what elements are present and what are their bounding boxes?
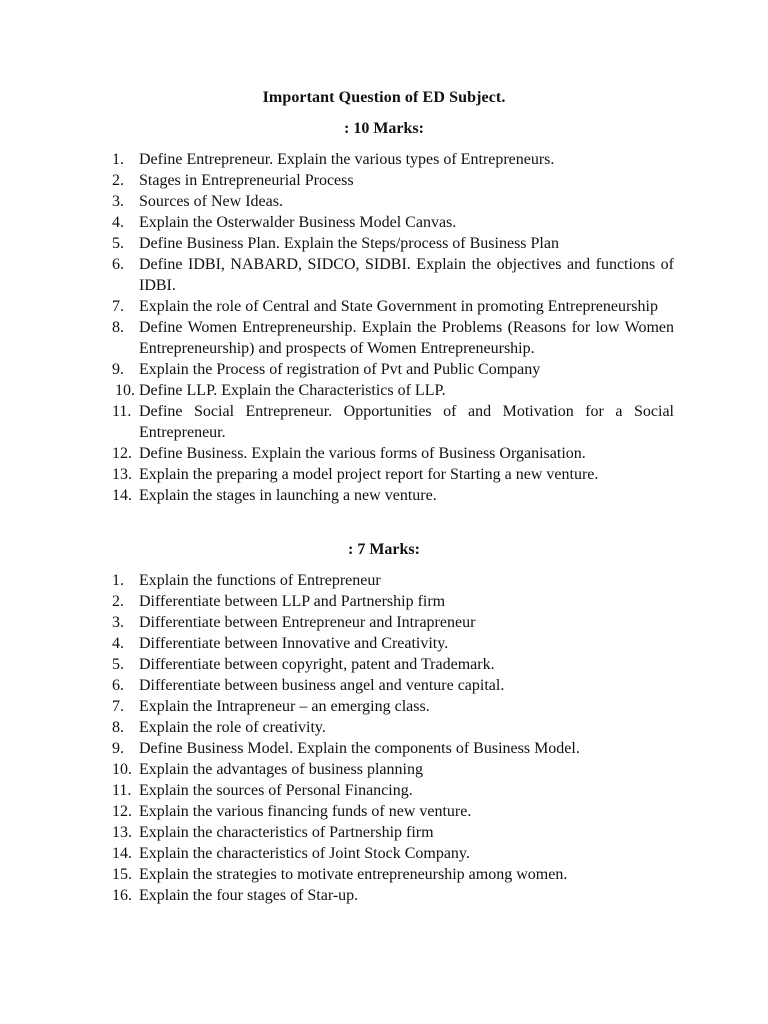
item-number: 5. <box>112 656 124 673</box>
item-text: Explain the Osterwalder Business Model Canvas. <box>139 214 457 231</box>
list-item <box>112 464 674 485</box>
item-text: Stages in Entrepreneurial Process <box>139 172 354 189</box>
item-text: Define IDBI, NABARD, SIDCO, SIDBI. Explain the objectives and functions of IDBI. <box>139 256 674 294</box>
list-item <box>112 170 674 191</box>
item-number: 13. <box>112 466 132 483</box>
item-text: Sources of New Ideas. <box>139 193 283 210</box>
list-item <box>112 591 674 612</box>
list-item <box>112 296 674 317</box>
item-number: 16. <box>112 887 132 904</box>
item-text: Explain the sources of Personal Financing. <box>139 782 413 799</box>
list-item <box>112 801 674 822</box>
item-text: Define Entrepreneur. Explain the various types of Entrepreneurs. <box>139 151 555 168</box>
item-text: Explain the advantages of business planning <box>139 761 423 778</box>
item-number: 14. <box>112 487 132 504</box>
list-item <box>112 380 674 401</box>
list-item <box>112 359 674 380</box>
item-number: 3. <box>112 193 124 210</box>
list-item <box>112 317 674 359</box>
list-item <box>112 212 674 233</box>
section-heading-10-marks: : 10 Marks: <box>344 120 424 137</box>
item-text: Explain the strategies to motivate entrepreneurship among women. <box>139 866 568 883</box>
item-number: 13. <box>112 824 132 841</box>
item-text: Differentiate between Innovative and Creativity. <box>139 635 449 652</box>
list-item <box>112 191 674 212</box>
item-number: 10. <box>112 761 132 778</box>
list-item <box>112 759 674 780</box>
list-item <box>112 696 674 717</box>
item-number: 10. <box>115 382 135 399</box>
item-text: Define LLP. Explain the Characteristics of LLP. <box>139 382 446 399</box>
item-number: 8. <box>112 719 124 736</box>
item-number: 9. <box>112 740 124 757</box>
section-heading-7-marks: : 7 Marks: <box>348 541 420 558</box>
list-item <box>112 885 674 906</box>
item-text: Explain the characteristics of Joint Stock Company. <box>139 845 470 862</box>
item-text: Explain the preparing a model project report for Starting a new venture. <box>139 466 599 483</box>
item-number: 7. <box>112 698 124 715</box>
item-text: Define Women Entrepreneurship. Explain the Problems (Reasons for low Women Entrepreneurship) and prospects of Women Entrepreneurship. <box>139 319 674 357</box>
item-number: 2. <box>112 593 124 610</box>
list-item <box>112 780 674 801</box>
list-item <box>112 149 674 170</box>
item-number: 6. <box>112 677 124 694</box>
item-number: 6. <box>112 256 124 273</box>
list-item <box>112 717 674 738</box>
question-list-7-marks <box>112 570 674 906</box>
list-item <box>112 612 674 633</box>
item-number: 7. <box>112 298 124 315</box>
item-number: 8. <box>112 319 124 336</box>
item-number: 1. <box>112 151 124 168</box>
list-item <box>112 822 674 843</box>
item-text: Explain the various financing funds of new venture. <box>139 803 472 820</box>
item-text: Define Business Plan. Explain the Steps/process of Business Plan <box>139 235 559 252</box>
item-text: Explain the Process of registration of Pvt and Public Company <box>139 361 541 378</box>
item-text: Define Business Model. Explain the components of Business Model. <box>139 740 580 757</box>
list-item <box>112 675 674 696</box>
item-text: Explain the characteristics of Partnership firm <box>139 824 434 841</box>
item-number: 4. <box>112 635 124 652</box>
item-text: Explain the functions of Entrepreneur <box>139 572 381 589</box>
item-number: 1. <box>112 572 124 589</box>
item-text: Explain the four stages of Star-up. <box>139 887 359 904</box>
item-text: Define Business. Explain the various forms of Business Organisation. <box>139 445 586 462</box>
item-text: Define Social Entrepreneur. Opportunities of and Motivation for a Social Entrepreneur. <box>139 403 674 441</box>
item-number: 2. <box>112 172 124 189</box>
list-item <box>112 443 674 464</box>
list-item <box>112 401 674 443</box>
item-text: Differentiate between business angel and venture capital. <box>139 677 505 694</box>
item-number: 15. <box>112 866 132 883</box>
list-item <box>112 843 674 864</box>
item-number: 4. <box>112 214 124 231</box>
item-text: Differentiate between copyright, patent and Trademark. <box>139 656 495 673</box>
list-item <box>112 233 674 254</box>
item-number: 11. <box>112 403 132 420</box>
item-number: 9. <box>112 361 124 378</box>
item-number: 11. <box>112 782 132 799</box>
list-item <box>112 654 674 675</box>
list-item <box>112 864 674 885</box>
item-text: Explain the role of Central and State Government in promoting Entrepreneurship <box>139 298 658 315</box>
list-item <box>112 485 674 506</box>
list-item <box>112 570 674 591</box>
list-item <box>112 254 674 296</box>
item-number: 3. <box>112 614 124 631</box>
item-text: Explain the role of creativity. <box>139 719 326 736</box>
item-text: Explain the stages in launching a new venture. <box>139 487 437 504</box>
item-text: Differentiate between LLP and Partnership firm <box>139 593 446 610</box>
list-item <box>112 633 674 654</box>
item-text: Explain the Intrapreneur – an emerging class. <box>139 698 430 715</box>
item-number: 5. <box>112 235 124 252</box>
document-title: Important Question of ED Subject. <box>262 89 506 106</box>
item-number: 14. <box>112 845 132 862</box>
question-list-10-marks <box>112 149 674 506</box>
item-number: 12. <box>112 803 132 820</box>
list-item <box>112 738 674 759</box>
item-text: Differentiate between Entrepreneur and Intrapreneur <box>139 614 476 631</box>
item-number: 12. <box>112 445 132 462</box>
